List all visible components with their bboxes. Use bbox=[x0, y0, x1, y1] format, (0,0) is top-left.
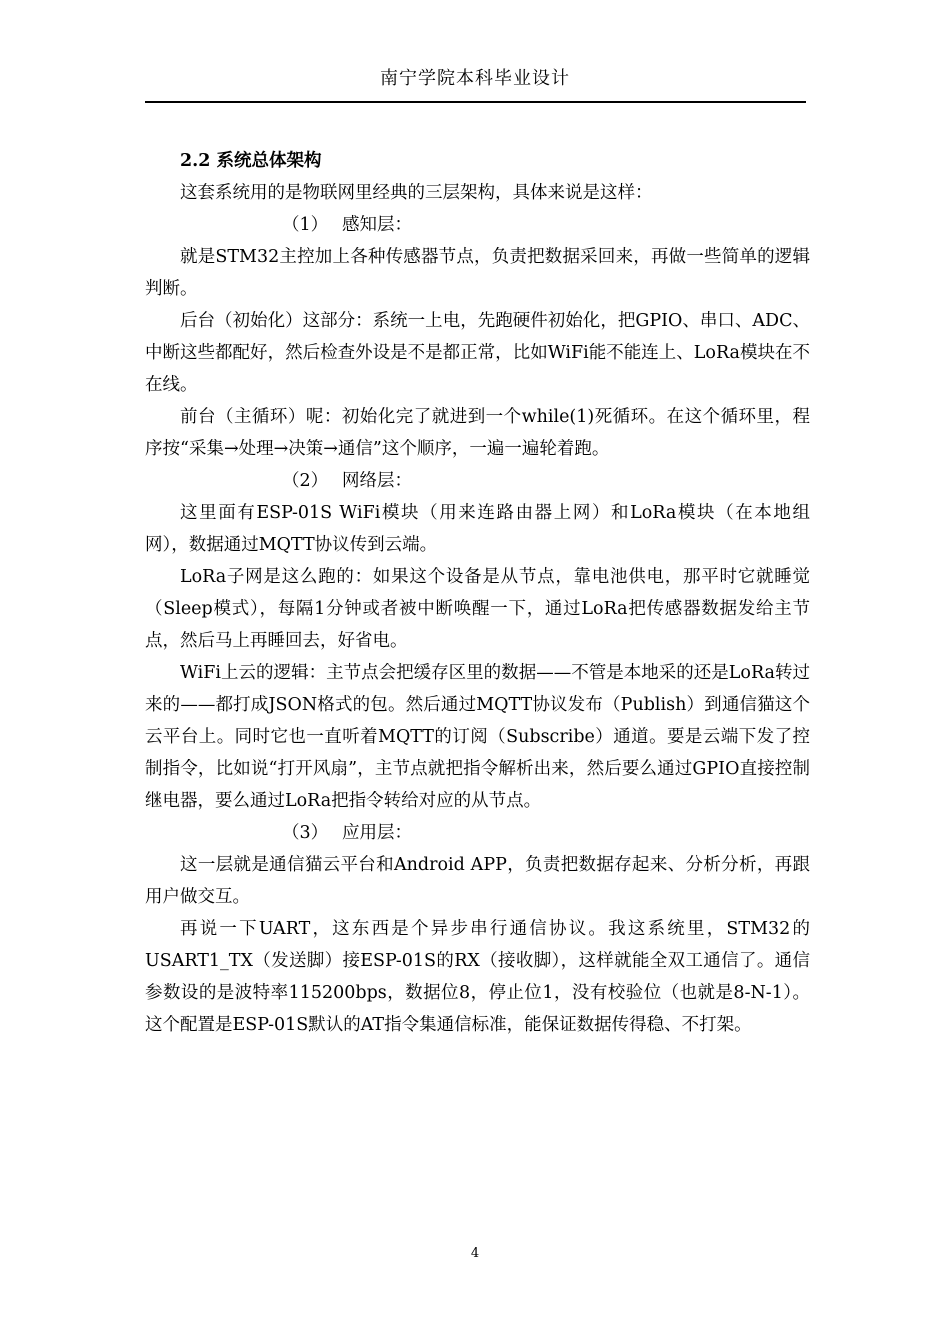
layer-label: 网络层： bbox=[342, 471, 412, 491]
section-title: 2.2 系统总体架构 bbox=[180, 151, 322, 171]
layer-item-network bbox=[145, 465, 810, 497]
paragraph: 前台（主循环）呢：初始化完了就进到一个while(1)死循环。在这个循环里，程序按“采集→处理→决策→通信”这个顺序，一遍一遍轮着跑。 bbox=[145, 407, 810, 459]
paragraph: 这一层就是通信猫云平台和Android APP，负责把数据存起来、分析分析，再跟用户做交互。 bbox=[145, 855, 810, 907]
intro-paragraph: 这套系统用的是物联网里经典的三层架构，具体来说是这样： bbox=[180, 183, 653, 203]
layer-label: 应用层： bbox=[342, 823, 412, 843]
page-number: 4 bbox=[470, 1246, 480, 1261]
layer-number: （2） bbox=[282, 471, 329, 491]
layer-item-application bbox=[145, 817, 810, 849]
paragraph: 这里面有ESP-01S WiFi模块（用来连路由器上网）和LoRa模块（在本地组网），数据通过MQTT协议传到云端。 bbox=[145, 503, 810, 555]
page-header: 南宁学院本科毕业设计 bbox=[380, 68, 570, 89]
layer-label: 感知层： bbox=[342, 215, 412, 235]
layer-number: （1） bbox=[282, 215, 329, 235]
paragraph: LoRa子网是这么跑的：如果这个设备是从节点，靠电池供电，那平时它就睡觉（Sleep模式），每隔1分钟或者被中断唤醒一下，通过LoRa把传感器数据发给主节点，然后马上再睡回去，好省电。 bbox=[145, 567, 810, 651]
header-rule bbox=[145, 101, 806, 103]
paragraph: 后台（初始化）这部分：系统一上电，先跑硬件初始化，把GPIO、串口、ADC、中断这些都配好，然后检查外设是不是都正常，比如WiFi能不能连上、LoRa模块在不在线。 bbox=[145, 311, 810, 395]
paragraph: 就是STM32主控加上各种传感器节点，负责把数据采回来，再做一些简单的逻辑判断。 bbox=[145, 247, 810, 299]
paragraph: 再说一下UART，这东西是个异步串行通信协议。我这系统里，STM32的USART1_TX（发送脚）接ESP-01S的RX（接收脚），这样就能全双工通信了。通信参数设的是波特率115200bps，数据位8，停止位1，没有校验位（也就是8-N-1）。这个配置是ESP-01S默认的AT指令集通信标准，能保证数据传得稳、不打架。 bbox=[145, 919, 810, 1035]
paragraph: WiFi上云的逻辑：主节点会把缓存区里的数据——不管是本地采的还是LoRa转过来的——都打成JSON格式的包。然后通过MQTT协议发布（Publish）到通信猫这个云平台上。同时它也一直听着MQTT的订阅（Subscribe）通道。要是云端下发了控制指令，比如说“打开风扇”，主节点就把指令解析出来，然后要么通过GPIO直接控制继电器，要么通过LoRa把指令转给对应的从节点。 bbox=[145, 663, 810, 811]
layer-item-perception bbox=[145, 209, 810, 241]
layer-number: （3） bbox=[282, 823, 329, 843]
document-body bbox=[145, 145, 810, 1041]
